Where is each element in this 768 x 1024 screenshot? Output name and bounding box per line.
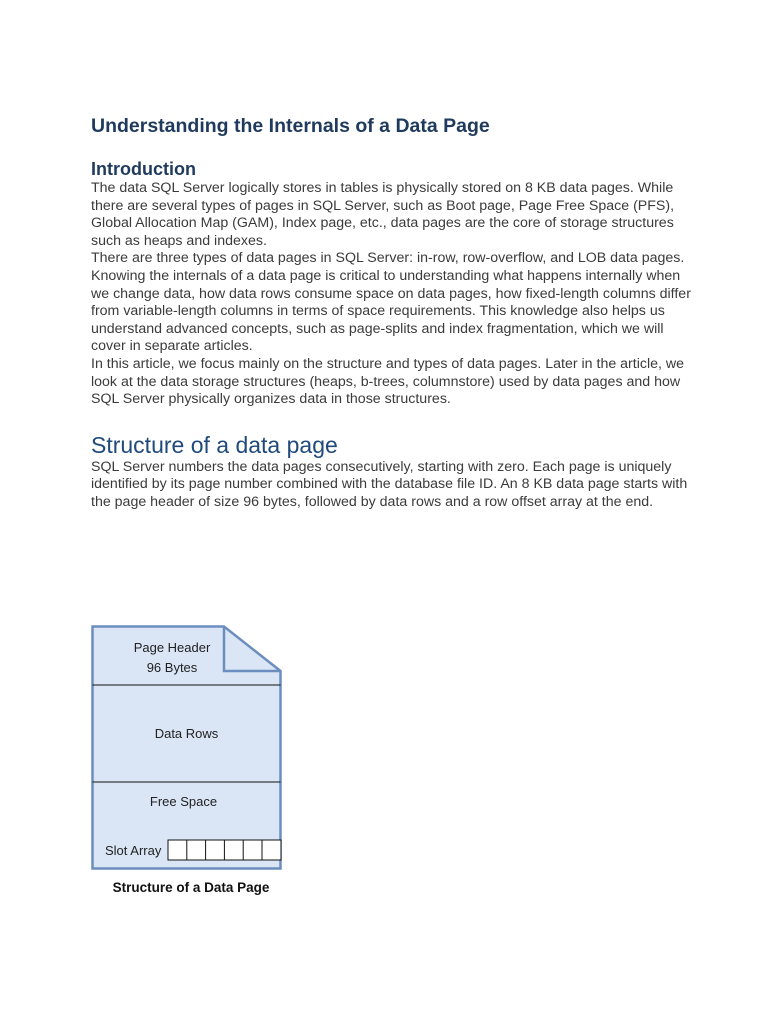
slot-array-cells — [168, 840, 281, 860]
structure-heading: Structure of a data page — [91, 431, 338, 458]
introduction-heading: Introduction — [91, 159, 196, 179]
diagram-caption: Structure of a Data Page — [112, 880, 270, 895]
free-space-label: Free Space — [149, 794, 218, 809]
slot-array-label: Slot Array — [105, 843, 162, 858]
document-body — [91, 114, 691, 512]
data-rows-label: Data Rows — [154, 726, 219, 741]
structure-paragraph: SQL Server numbers the data pages consecutively, starting with zero. Each page is uniquely identified by its page number combined with the database file ID. An 8 KB data page starts with the page header of size 96 bytes, followed by data rows and a row offset array at the end. — [91, 458, 688, 510]
document-title: Understanding the Internals of a Data Page — [91, 115, 490, 137]
intro-paragraph-3: In this article, we focus mainly on the structure and types of data pages. Later in the article, we look at the data storage structures (heaps, b-trees, columnstore) used by data pages and how SQL Server physically organizes data in those structures. — [91, 355, 685, 408]
intro-paragraph-2: There are three types of data pages in SQL Server: in-row, row-overflow, and LOB data pages. Knowing the internals of a data page is critical to understanding what happens internally when we change data, how data rows consume space on data pages, how fixed-length columns differ from variable-length columns in terms of space requirements. This knowledge also helps us understand advanced concepts, such as page-splits and index fragmentation, which we will cover in separate articles. — [91, 250, 691, 355]
page-header-title: Page Header — [133, 640, 211, 655]
data-page-diagram — [91, 625, 282, 870]
intro-paragraph-1: The data SQL Server logically stores in tables is physically stored on 8 KB data pages. While there are several types of pages in SQL Server, such as Boot page, Page Free Space (PFS), Global Allocation Map (GAM), Index page, etc., data pages are the core of storage structures such as heaps and indexes. — [91, 180, 675, 249]
page-header-label — [113, 638, 231, 678]
page-header-size: 96 Bytes — [146, 660, 198, 675]
